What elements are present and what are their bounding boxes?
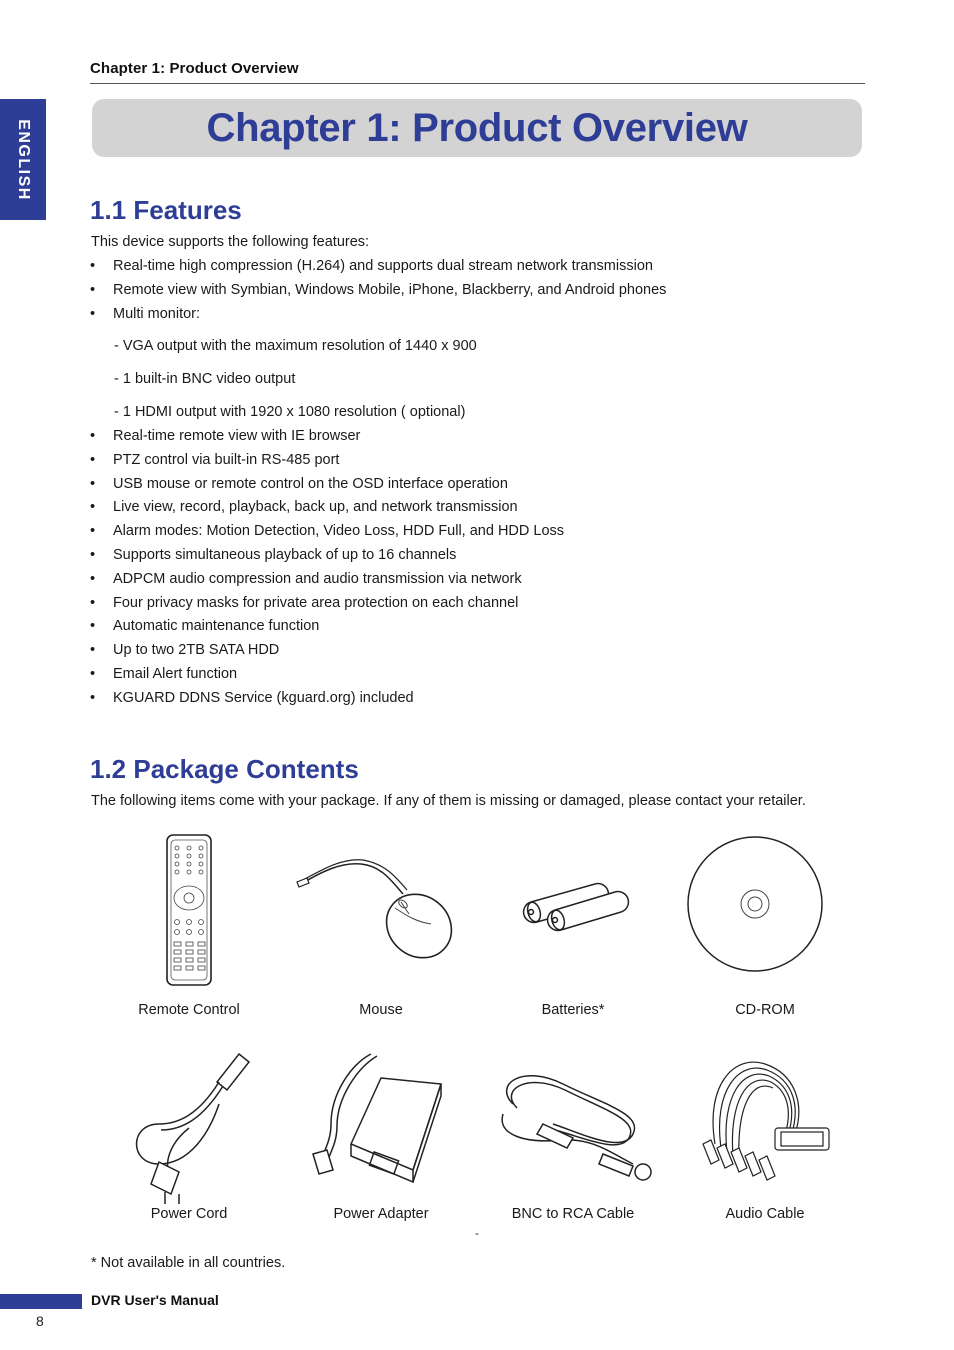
feature-item: • Real-time remote view with IE browser bbox=[90, 425, 564, 449]
package-item-audio-cable bbox=[675, 1044, 855, 1234]
feature-sub-item: - 1 built-in BNC video output bbox=[114, 371, 296, 387]
feature-sub-item: - VGA output with the maximum resolution of 1440 x 900 bbox=[114, 338, 477, 354]
features-heading: 1.1 Features bbox=[90, 195, 242, 225]
mouse-icon bbox=[291, 832, 471, 992]
features-intro: This device supports the following features: bbox=[91, 234, 370, 250]
feature-item: • Remote view with Symbian, Windows Mobile, iPhone, Blackberry, and Android phones bbox=[90, 279, 666, 303]
footnote: * Not available in all countries. bbox=[91, 1255, 286, 1271]
running-header: Chapter 1: Product Overview bbox=[90, 60, 299, 77]
footer-title: DVR User's Manual bbox=[91, 1292, 219, 1308]
feature-item: • Real-time high compression (H.264) and supports dual stream network transmission bbox=[90, 255, 666, 279]
power-cord-icon bbox=[99, 1044, 279, 1204]
side-tab-label: ENGLISH bbox=[15, 118, 32, 201]
feature-sub-item: - 1 HDMI output with 1920 x 1080 resolution ( optional) bbox=[114, 404, 466, 420]
package-item-cd-rom bbox=[675, 832, 855, 1022]
features-list-b bbox=[90, 425, 564, 711]
chapter-title: Chapter 1: Product Overview bbox=[206, 105, 748, 150]
feature-item: • Email Alert function bbox=[90, 663, 564, 687]
package-item-remote-control bbox=[99, 832, 279, 1022]
package-item-mouse bbox=[291, 832, 471, 1022]
feature-item: • ADPCM audio compression and audio transmission via network bbox=[90, 568, 564, 592]
header-rule bbox=[90, 83, 865, 84]
feature-item: • Supports simultaneous playback of up to 16 channels bbox=[90, 544, 564, 568]
audio-cable-icon bbox=[675, 1044, 855, 1204]
feature-item: • PTZ control via built-in RS-485 port bbox=[90, 449, 564, 473]
item-caption: Power Adapter bbox=[333, 1206, 429, 1222]
feature-item: • Automatic maintenance function bbox=[90, 615, 564, 639]
item-caption: Remote Control bbox=[138, 1002, 240, 1018]
feature-item: • Multi monitor: bbox=[90, 303, 666, 327]
package-item-power-adapter bbox=[291, 1044, 471, 1234]
package-item-power-cord bbox=[99, 1044, 279, 1234]
language-side-tab bbox=[0, 99, 46, 220]
package-item-bnc-rca-cable bbox=[483, 1044, 663, 1234]
item-caption: Audio Cable bbox=[725, 1206, 805, 1222]
package-heading: 1.2 Package Contents bbox=[90, 754, 359, 784]
item-caption: CD-ROM bbox=[735, 1002, 795, 1018]
feature-item: • KGUARD DDNS Service (kguard.org) included bbox=[90, 687, 564, 711]
chapter-title-banner bbox=[92, 99, 862, 157]
remote-control-icon bbox=[99, 832, 279, 992]
feature-item: • Up to two 2TB SATA HDD bbox=[90, 639, 564, 663]
item-caption: Mouse bbox=[359, 1002, 403, 1018]
package-item-batteries bbox=[483, 832, 663, 1022]
feature-item: • Live view, record, playback, back up, and network transmission bbox=[90, 496, 564, 520]
power-adapter-icon bbox=[291, 1044, 471, 1204]
page-number: 8 bbox=[36, 1313, 44, 1329]
footer-bar bbox=[0, 1294, 82, 1309]
package-intro: The following items come with your package. If any of them is missing or damaged, please contact your retailer. bbox=[91, 793, 806, 809]
item-caption: BNC to RCA Cable bbox=[511, 1206, 635, 1222]
separator-mark: - bbox=[475, 1226, 479, 1240]
feature-item: • Four privacy masks for private area protection on each channel bbox=[90, 592, 564, 616]
item-caption: Batteries* bbox=[541, 1002, 605, 1018]
batteries-icon bbox=[483, 832, 663, 992]
feature-item: • USB mouse or remote control on the OSD interface operation bbox=[90, 473, 564, 497]
cd-rom-icon bbox=[675, 832, 855, 992]
bnc-rca-cable-icon bbox=[483, 1044, 663, 1204]
features-list-a bbox=[90, 255, 666, 326]
item-caption: Power Cord bbox=[150, 1206, 228, 1222]
feature-item: • Alarm modes: Motion Detection, Video Loss, HDD Full, and HDD Loss bbox=[90, 520, 564, 544]
